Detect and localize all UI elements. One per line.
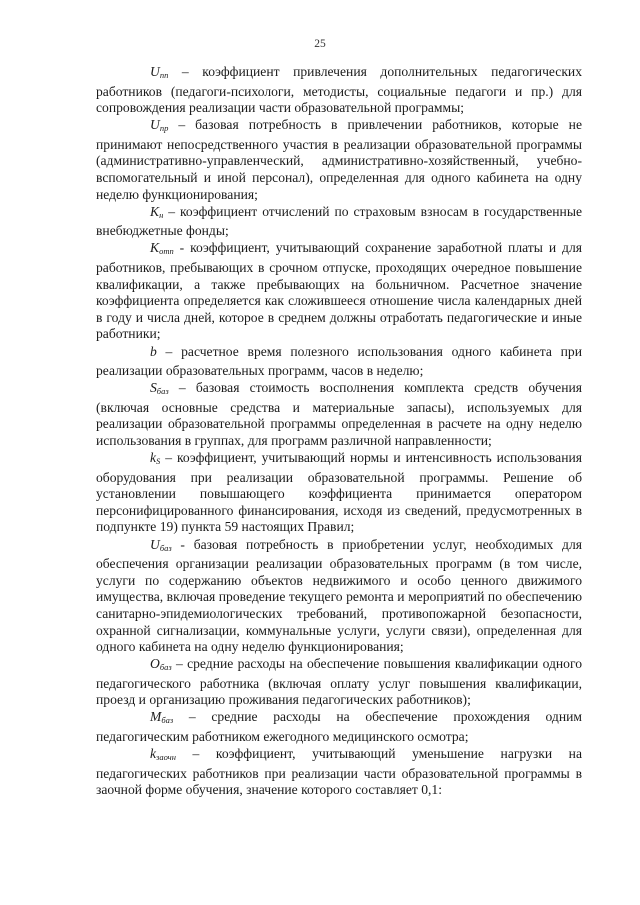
definition-paragraph [96, 746, 582, 799]
symbol: k [150, 746, 157, 762]
symbol-subscript: пп [159, 70, 169, 80]
symbol-subscript: баз [159, 662, 172, 673]
symbol-subscript: баз [156, 386, 169, 397]
symbol-subscript: S [156, 456, 161, 467]
symbol: O [150, 656, 160, 672]
definition-paragraph [96, 537, 582, 656]
definition-paragraph [96, 204, 582, 240]
definition-paragraph [96, 450, 582, 536]
symbol: K [150, 203, 160, 219]
symbol: M [150, 709, 162, 725]
definition-text: – коэффициент отчислений по страховым взносам в государственные внебюджетные фонды; [96, 203, 582, 239]
symbol-subscript: отп [159, 246, 174, 257]
definition-paragraph [96, 64, 582, 117]
definition-paragraph [96, 709, 582, 745]
symbol-subscript: пр [159, 123, 169, 134]
definition-text: – коэффициент, учитывающий уменьшение нагрузки на педагогических работников при реализации части образовательной программы в заочной форме обучения, значение которого составляет 0,1: [96, 746, 582, 798]
symbol: k [150, 450, 157, 466]
symbol-subscript: н [159, 209, 164, 220]
definition-text: – расчетное время полезного использования одного кабинета при реализации образовательных программ, часов в неделю; [96, 343, 582, 379]
definition-text: – базовая стоимость восполнения комплекта средств обучения (включая основные средства и материальные запасы), используемых для реализации образовательной программы определенная в расчете на одну неделю использования в группах, для программ различной направленности; [96, 380, 582, 448]
definition-paragraph [96, 344, 582, 380]
symbol: U [150, 536, 160, 552]
definition-text: - коэффициент, учитывающий сохранение заработной платы и для работников, пребывающих в срочном отпуске, проходящих очередное повышение квалификации, а также пребывающих на больничном. Расчетное значение коэффициента определяется как сложившееся отношение числа календарных дней в году и числа дней, которое в среднем должны отработать педагогические и иные работники; [96, 240, 582, 342]
definition-text: – коэффициент привлечения дополнительных педагогических работников (педагоги-психологи, методисты, социальные педагоги и пр.) для сопровождения реализации части образовательной программы; [96, 64, 582, 116]
definition-text: – базовая потребность в привлечении работников, которые не принимают непосредственного участия в реализации образовательной программы (административно-управленческий, административно-хозяйственный, учебно-вспомогательный и иной персонал), определенная для одного кабинета на одну неделю функционирования; [96, 117, 582, 202]
page-number: 25 [314, 38, 326, 50]
symbol-subscript: баз [159, 542, 172, 553]
symbol: b [150, 343, 157, 359]
definition-paragraph [96, 380, 582, 449]
definition-text: – средние расходы на обеспечение прохождения одним педагогическим работником ежегодного медицинского осмотра; [96, 709, 582, 745]
definition-text: – коэффициент, учитывающий нормы и интенсивность использования оборудования при реализации образовательной программы. Решение об установлении повышающего коэффициента принимается оператором персонифицированного финансирования, исходя из сведений, предусмотренных в подпункте 19) пункта 59 настоящих Правил; [96, 450, 582, 535]
symbol-subscript: заочн [156, 752, 176, 763]
definition-paragraph [96, 117, 582, 203]
document-body [96, 64, 582, 799]
definition-text: - базовая потребность в приобретении услуг, необходимых для обеспечения организации реализации образовательных программ (в том числе, услуги по содержанию объектов недвижимого и особо ценного движимого имущества, включая проведение текущего ремонта и мероприятий по обеспечению санитарно-эпидемиологических требований, противопожарной безопасности, охранной сигнализации, коммунальные услуги, услуги связи), определенная для одного кабинета на одну неделю функционирования; [96, 536, 582, 655]
definition-paragraph [96, 240, 582, 343]
definition-text: – средние расходы на обеспечение повышения квалификации одного педагогического работника (включая оплату услуг повышения квалификации, проезд и организацию проживания педагогических работников); [96, 656, 582, 708]
symbol: S [150, 380, 157, 396]
symbol-subscript: баз [161, 715, 174, 726]
symbol: U [150, 117, 160, 133]
definition-paragraph [96, 656, 582, 709]
symbol: K [150, 240, 160, 256]
symbol: U [150, 64, 160, 79]
